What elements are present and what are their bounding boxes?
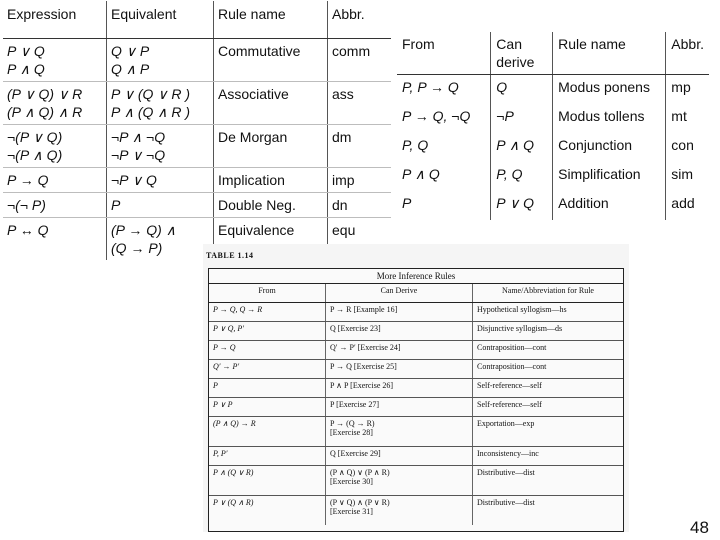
cell-line: dm (332, 129, 352, 145)
table-row (209, 466, 623, 496)
from-cell: P, P → Q (397, 75, 491, 105)
header-abbr: Abbr. (666, 32, 709, 75)
table-row (397, 133, 709, 162)
header-can-derive: Can Derive (326, 284, 473, 303)
header-from: From (209, 284, 326, 303)
cell-line: ¬(¬ P) (7, 197, 46, 213)
from-cell: P ∨ (Q ∧ R) (209, 496, 326, 526)
table-row (3, 39, 391, 82)
rule-name-cell (214, 39, 328, 82)
abbr-cell (328, 82, 392, 125)
derive-cell (326, 379, 473, 398)
expression-cell (3, 193, 107, 218)
expression-cell (3, 82, 107, 125)
header-name-abbreviation: Name/Abbreviation for Rule (473, 284, 624, 303)
cell-line: Q [Exercise 29] (330, 449, 381, 458)
cell-line: P ∧ Q (7, 61, 45, 77)
from-cell: P (397, 191, 491, 220)
derive-cell: P, Q (491, 162, 553, 191)
cell-line: ass (332, 86, 354, 102)
cell-line: ¬(P ∨ Q) (7, 129, 63, 145)
expression-cell (3, 39, 107, 82)
table-row (3, 168, 391, 193)
derive-cell: ¬P (491, 104, 553, 133)
cell-line: Q ∧ P (111, 61, 150, 77)
table-row (397, 191, 709, 220)
header-expression: Expression (3, 1, 107, 39)
header-rule-name: Rule name (553, 32, 666, 75)
cell-line: (P ∧ Q) ∨ (P ∧ R) (330, 468, 390, 477)
expression-cell (3, 125, 107, 168)
derive-cell (326, 398, 473, 417)
header-rule-name: Rule name (214, 1, 328, 39)
table-row (209, 447, 623, 466)
cell-line: P → R [Example 16] (330, 305, 398, 314)
expression-cell (3, 218, 107, 261)
equivalent-cell (107, 193, 214, 218)
cell-line: Commutative (218, 43, 301, 59)
equivalent-cell (107, 125, 214, 168)
rule-name-cell (214, 82, 328, 125)
derive-cell: Q (491, 75, 553, 105)
page-number: 48 (690, 518, 709, 537)
cell-line: P → (Q → R) (330, 419, 375, 428)
cell-line: [Exercise 28] (330, 428, 373, 437)
from-cell: P → Q, Q → R (209, 303, 326, 322)
cell-line: P ∨ (Q ∨ R ) (111, 86, 191, 102)
equivalence-rules-table (3, 1, 391, 260)
from-cell: (P ∧ Q) → R (209, 417, 326, 447)
derive-cell: P ∧ Q (491, 133, 553, 162)
derive-cell (326, 322, 473, 341)
abbr-cell: con (671, 137, 694, 153)
table-row (3, 82, 391, 125)
cell-line: ¬P ∨ Q (111, 172, 157, 188)
cell-line: ¬(P ∧ Q) (7, 147, 63, 163)
cell-line: Q ∨ P (111, 43, 150, 59)
from-cell: P, P′ (209, 447, 326, 466)
derive-cell (326, 360, 473, 379)
derive-cell: P ∨ Q (491, 191, 553, 220)
from-cell: P ∧ Q (397, 162, 491, 191)
table-row (3, 193, 391, 218)
rule-name-cell: Conjunction (553, 133, 666, 162)
table-header-row (397, 32, 709, 75)
table-row (209, 303, 623, 322)
table-row (209, 496, 623, 526)
equivalent-cell (107, 82, 214, 125)
cell-line: imp (332, 172, 355, 188)
cell-line: [Exercise 31] (330, 507, 373, 516)
rule-name-cell: Distributive—dist (477, 498, 535, 507)
cell-line: dn (332, 197, 348, 213)
rule-name-cell: Modus tollens (553, 104, 666, 133)
cell-line: P (111, 197, 121, 213)
abbr-cell: mp (671, 79, 691, 95)
cell-line: P → Q [Exercise 25] (330, 362, 397, 371)
table-header-row (209, 284, 623, 303)
rule-name-cell (214, 193, 328, 218)
rule-name-cell: Contraposition—cont (473, 360, 624, 379)
table-row (397, 162, 709, 191)
cell-line: P ∧ P [Exercise 26] (330, 381, 394, 390)
cell-line: P ∧ (Q ∧ R ) (111, 104, 191, 120)
cell-line: P ∨ Q (7, 43, 45, 59)
rule-name-cell: Simplification (553, 162, 666, 191)
equivalent-cell (107, 39, 214, 82)
cell-line: ¬P ∨ ¬Q (111, 147, 166, 163)
more-inference-rules-table (209, 284, 623, 525)
abbr-cell: mt (671, 108, 687, 124)
table-title: More Inference Rules (209, 269, 623, 284)
cell-line: P [Exercise 27] (330, 400, 380, 409)
from-cell: P ∨ P (209, 398, 326, 417)
table-row (209, 417, 623, 447)
rule-name-cell: Contraposition—cont (473, 341, 624, 360)
rule-name-cell: Exportation—exp (473, 417, 624, 447)
cell-line: Q′ → P′ [Exercise 24] (330, 343, 401, 352)
table-row (397, 75, 709, 105)
rule-name-cell: Addition (553, 191, 666, 220)
from-cell: P ∨ Q, P′ (209, 322, 326, 341)
cell-line: P → Q (7, 172, 49, 188)
table-row (209, 398, 623, 417)
rule-name-cell: Self-reference—self (473, 398, 624, 417)
cell-line: (P ∨ Q) ∨ R (7, 86, 83, 102)
table-row (397, 104, 709, 133)
cell-line: equ (332, 222, 356, 238)
rule-name-cell (214, 125, 328, 168)
table-caption: TABLE 1.14 (206, 251, 254, 260)
cell-line: Q [Exercise 23] (330, 324, 381, 333)
cell-line: (P ∧ Q) ∧ R (7, 104, 83, 120)
from-cell: P (209, 379, 326, 398)
cell-line: Associative (218, 86, 289, 102)
expression-cell (3, 168, 107, 193)
table-row (209, 379, 623, 398)
cell-line: (P ∨ Q) ∧ (P ∨ R) (330, 498, 390, 507)
header-abbr: Abbr. (328, 1, 392, 39)
table-row (3, 125, 391, 168)
equivalent-cell (107, 218, 214, 261)
cell-line: (P → Q) ∧ (111, 222, 176, 238)
derive-cell (326, 417, 473, 447)
from-cell: P, Q (397, 133, 491, 162)
abbr-cell (328, 39, 392, 82)
from-cell: P ∧ (Q ∨ R) (209, 466, 326, 496)
from-cell: P → Q (209, 341, 326, 360)
table-frame (208, 268, 624, 532)
rule-name-cell: Modus ponens (553, 75, 666, 105)
cell-line: Equivalence (218, 222, 295, 238)
rule-name-cell: Hypothetical syllogism—hs (473, 303, 624, 322)
table-header-row (3, 1, 391, 39)
cell-line: comm (332, 43, 371, 59)
from-cell: P → Q, ¬Q (397, 104, 491, 133)
cell-line: (Q → P) (111, 240, 163, 256)
inference-rules-table (397, 32, 709, 220)
derive-cell (326, 466, 473, 496)
cell-line: [Exercise 30] (330, 477, 373, 486)
rule-name-cell: Self-reference—self (473, 379, 624, 398)
derive-cell (326, 496, 473, 526)
rule-name-cell: Disjunctive syllogism—ds (473, 322, 624, 341)
header-from: From (397, 32, 491, 75)
equivalent-cell (107, 168, 214, 193)
derive-cell (326, 303, 473, 322)
cell-line: De Morgan (218, 129, 288, 145)
rule-name-cell (214, 168, 328, 193)
scanned-table-image (203, 244, 629, 532)
cell-line: P ↔ Q (7, 222, 49, 238)
cell-line: Implication (218, 172, 285, 188)
abbr-cell: add (671, 195, 695, 211)
abbr-cell (328, 193, 392, 218)
table-row (209, 322, 623, 341)
derive-cell (326, 341, 473, 360)
abbr-cell (328, 168, 392, 193)
table-row (209, 360, 623, 379)
cell-line: ¬P ∧ ¬Q (111, 129, 166, 145)
table-row (209, 341, 623, 360)
derive-cell (326, 447, 473, 466)
header-can-derive: Can derive (491, 32, 553, 75)
header-equivalent: Equivalent (107, 1, 214, 39)
rule-name-cell: Distributive—dist (473, 466, 624, 496)
from-cell: Q′ → P′ (209, 360, 326, 379)
abbr-cell (328, 125, 392, 168)
cell-line: Double Neg. (218, 197, 296, 213)
rule-name-cell: Inconsistency—inc (473, 447, 624, 466)
abbr-cell: sim (671, 166, 694, 182)
